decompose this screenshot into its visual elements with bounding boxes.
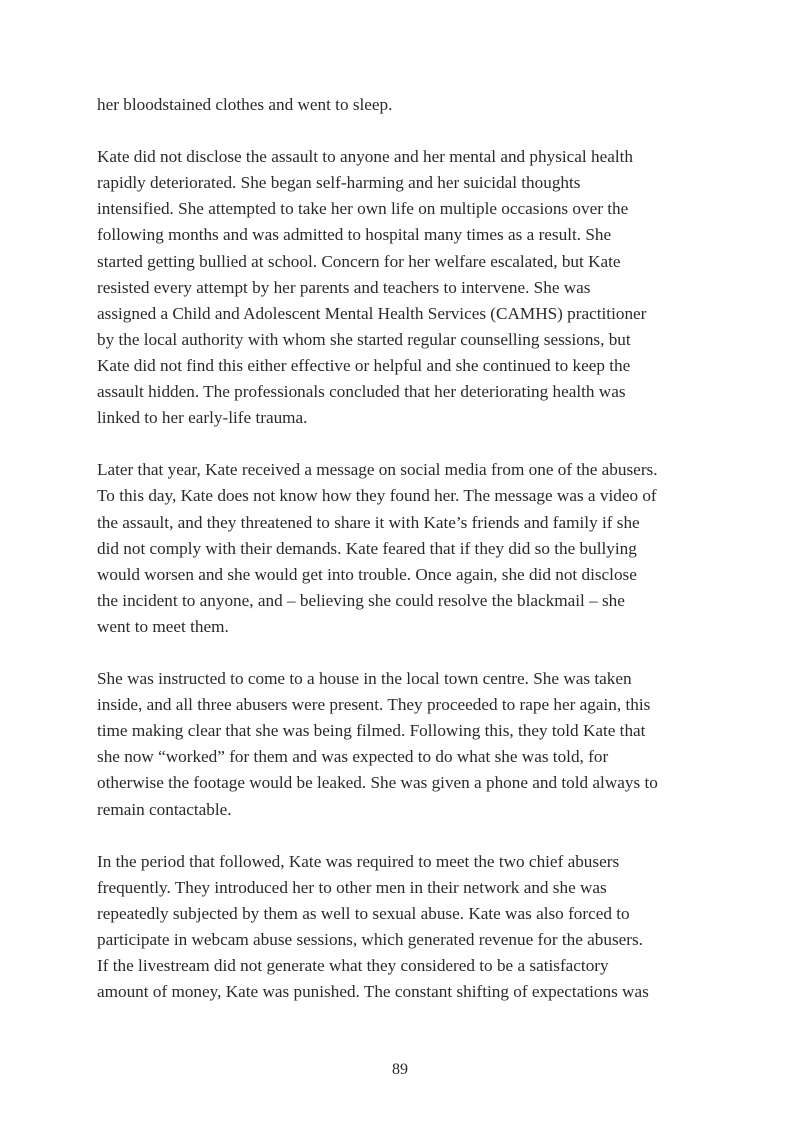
text-line: she now “worked” for them and was expected to do what she was told, for [97,747,609,767]
text-line: went to meet them. [97,616,229,636]
text-line: otherwise the footage would be leaked. She was given a phone and told always to [97,773,658,793]
text-line: the assault, and they threatened to share it with Kate’s friends and family if she [97,512,640,532]
text-line: intensified. She attempted to take her own life on multiple occasions over the [97,199,629,219]
paragraph [97,457,697,640]
paragraph [97,144,697,431]
text-line: linked to her early-life trauma. [97,408,308,428]
text-line: started getting bullied at school. Concern for her welfare escalated, but Kate [97,251,621,271]
text-line: frequently. They introduced her to other men in their network and she was [97,877,607,897]
text-line: resisted every attempt by her parents and teachers to intervene. She was [97,277,591,297]
text-line: inside, and all three abusers were present. They proceeded to rape her again, this [97,695,651,715]
text-line: did not comply with their demands. Kate feared that if they did so the bullying [97,538,637,558]
text-line: would worsen and she would get into trouble. Once again, she did not disclose [97,564,637,584]
text-line: Later that year, Kate received a message on social media from one of the abusers. [97,460,658,480]
text-line: Kate did not find this either effective or helpful and she continued to keep the [97,355,631,375]
paragraph [97,849,697,1006]
text-line: following months and was admitted to hospital many times as a result. She [97,225,612,245]
text-line: amount of money, Kate was punished. The constant shifting of expectations was [97,982,649,1002]
page-number: 89 [392,1061,408,1078]
text-line: In the period that followed, Kate was required to meet the two chief abusers [97,851,620,871]
text-line: repeatedly subjected by them as well to sexual abuse. Kate was also forced to [97,903,630,923]
paragraph-gap [97,823,697,849]
text-line: the incident to anyone, and – believing she could resolve the blackmail – she [97,590,625,610]
text-line: assigned a Child and Adolescent Mental Health Services (CAMHS) practitioner [97,303,647,323]
text-line: If the livestream did not generate what they considered to be a satisfactory [97,956,609,976]
text-line: assault hidden. The professionals concluded that her deteriorating health was [97,382,626,402]
paragraph-gap [97,640,697,666]
paragraph [97,92,697,118]
page-body [97,92,697,1005]
text-line: To this day, Kate does not know how they found her. The message was a video of [97,486,657,506]
paragraph-gap [97,431,697,457]
text-line: by the local authority with whom she started regular counselling sessions, but [97,329,631,349]
text-line: rapidly deteriorated. She began self-harming and her suicidal thoughts [97,173,581,193]
text-line: participate in webcam abuse sessions, which generated revenue for the abusers. [97,930,643,949]
paragraph [97,666,697,823]
text-line: remain contactable. [97,799,232,819]
text-line: her bloodstained clothes and went to sleep. [97,95,393,114]
text-line: Kate did not disclose the assault to anyone and her mental and physical health [97,147,634,167]
text-line: time making clear that she was being filmed. Following this, they told Kate that [97,721,646,741]
text-line: She was instructed to come to a house in the local town centre. She was taken [97,669,632,689]
paragraph-gap [97,118,697,144]
